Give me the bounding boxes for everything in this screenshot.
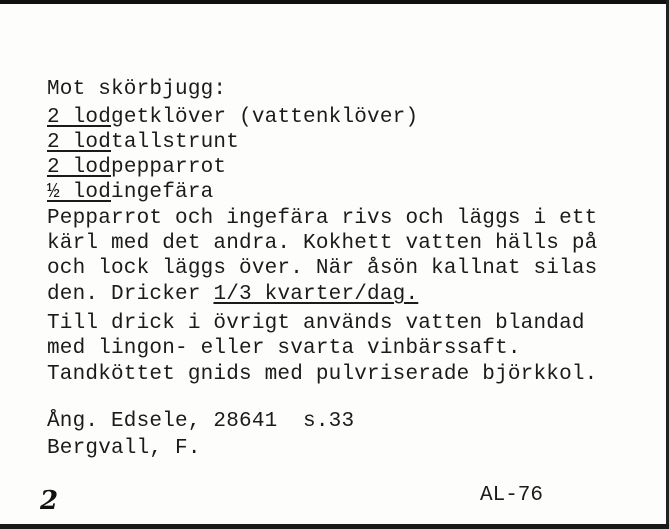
ingredient-line (47, 106, 418, 130)
catalog-code: AL-76 (480, 484, 544, 507)
ingredient-line (47, 156, 226, 180)
card-heading: Mot skörbjugg: (47, 78, 227, 101)
ingredient-name: pepparrot (111, 156, 227, 179)
ingredient-line (47, 131, 239, 155)
body-line: och lock läggs över. När åsön kallnat silas (47, 257, 598, 280)
dose-amount: 1/3 kvarter/dag. (213, 283, 419, 306)
body-line: kärl med det andra. Kokhett vatten hälls på (47, 232, 598, 255)
ingredient-amount: 2 lod (47, 131, 112, 154)
ingredient-name: tallstrunt (111, 131, 240, 154)
handwritten-mark: 2 (40, 486, 59, 516)
ingredient-name: ingefära (111, 181, 214, 204)
ingredient-amount: 2 lod (47, 156, 112, 179)
card-bottom-edge (0, 524, 669, 529)
author-name: Bergvall, F. (47, 437, 201, 460)
dose-prefix: den. Dricker (47, 283, 214, 306)
body-line: Till drick i övrigt används vatten blandad (47, 312, 585, 335)
body-line: Pepparrot och ingefära rivs och läggs i ett (47, 207, 598, 230)
source-reference: Ång. Edsele, 28641 s.33 (47, 410, 355, 433)
dose-line (47, 283, 418, 307)
ingredient-amount: ½ lod (47, 181, 112, 204)
ingredient-line (47, 181, 213, 205)
body-line: med lingon- eller svarta vinbärssaft. (47, 337, 521, 360)
ingredient-amount: 2 lod (47, 106, 112, 129)
card-top-edge (0, 0, 669, 4)
ingredient-name: getklöver (vattenklöver) (111, 106, 419, 129)
body-line: Tandköttet gnids med pulvriserade björkkol. (47, 363, 598, 386)
